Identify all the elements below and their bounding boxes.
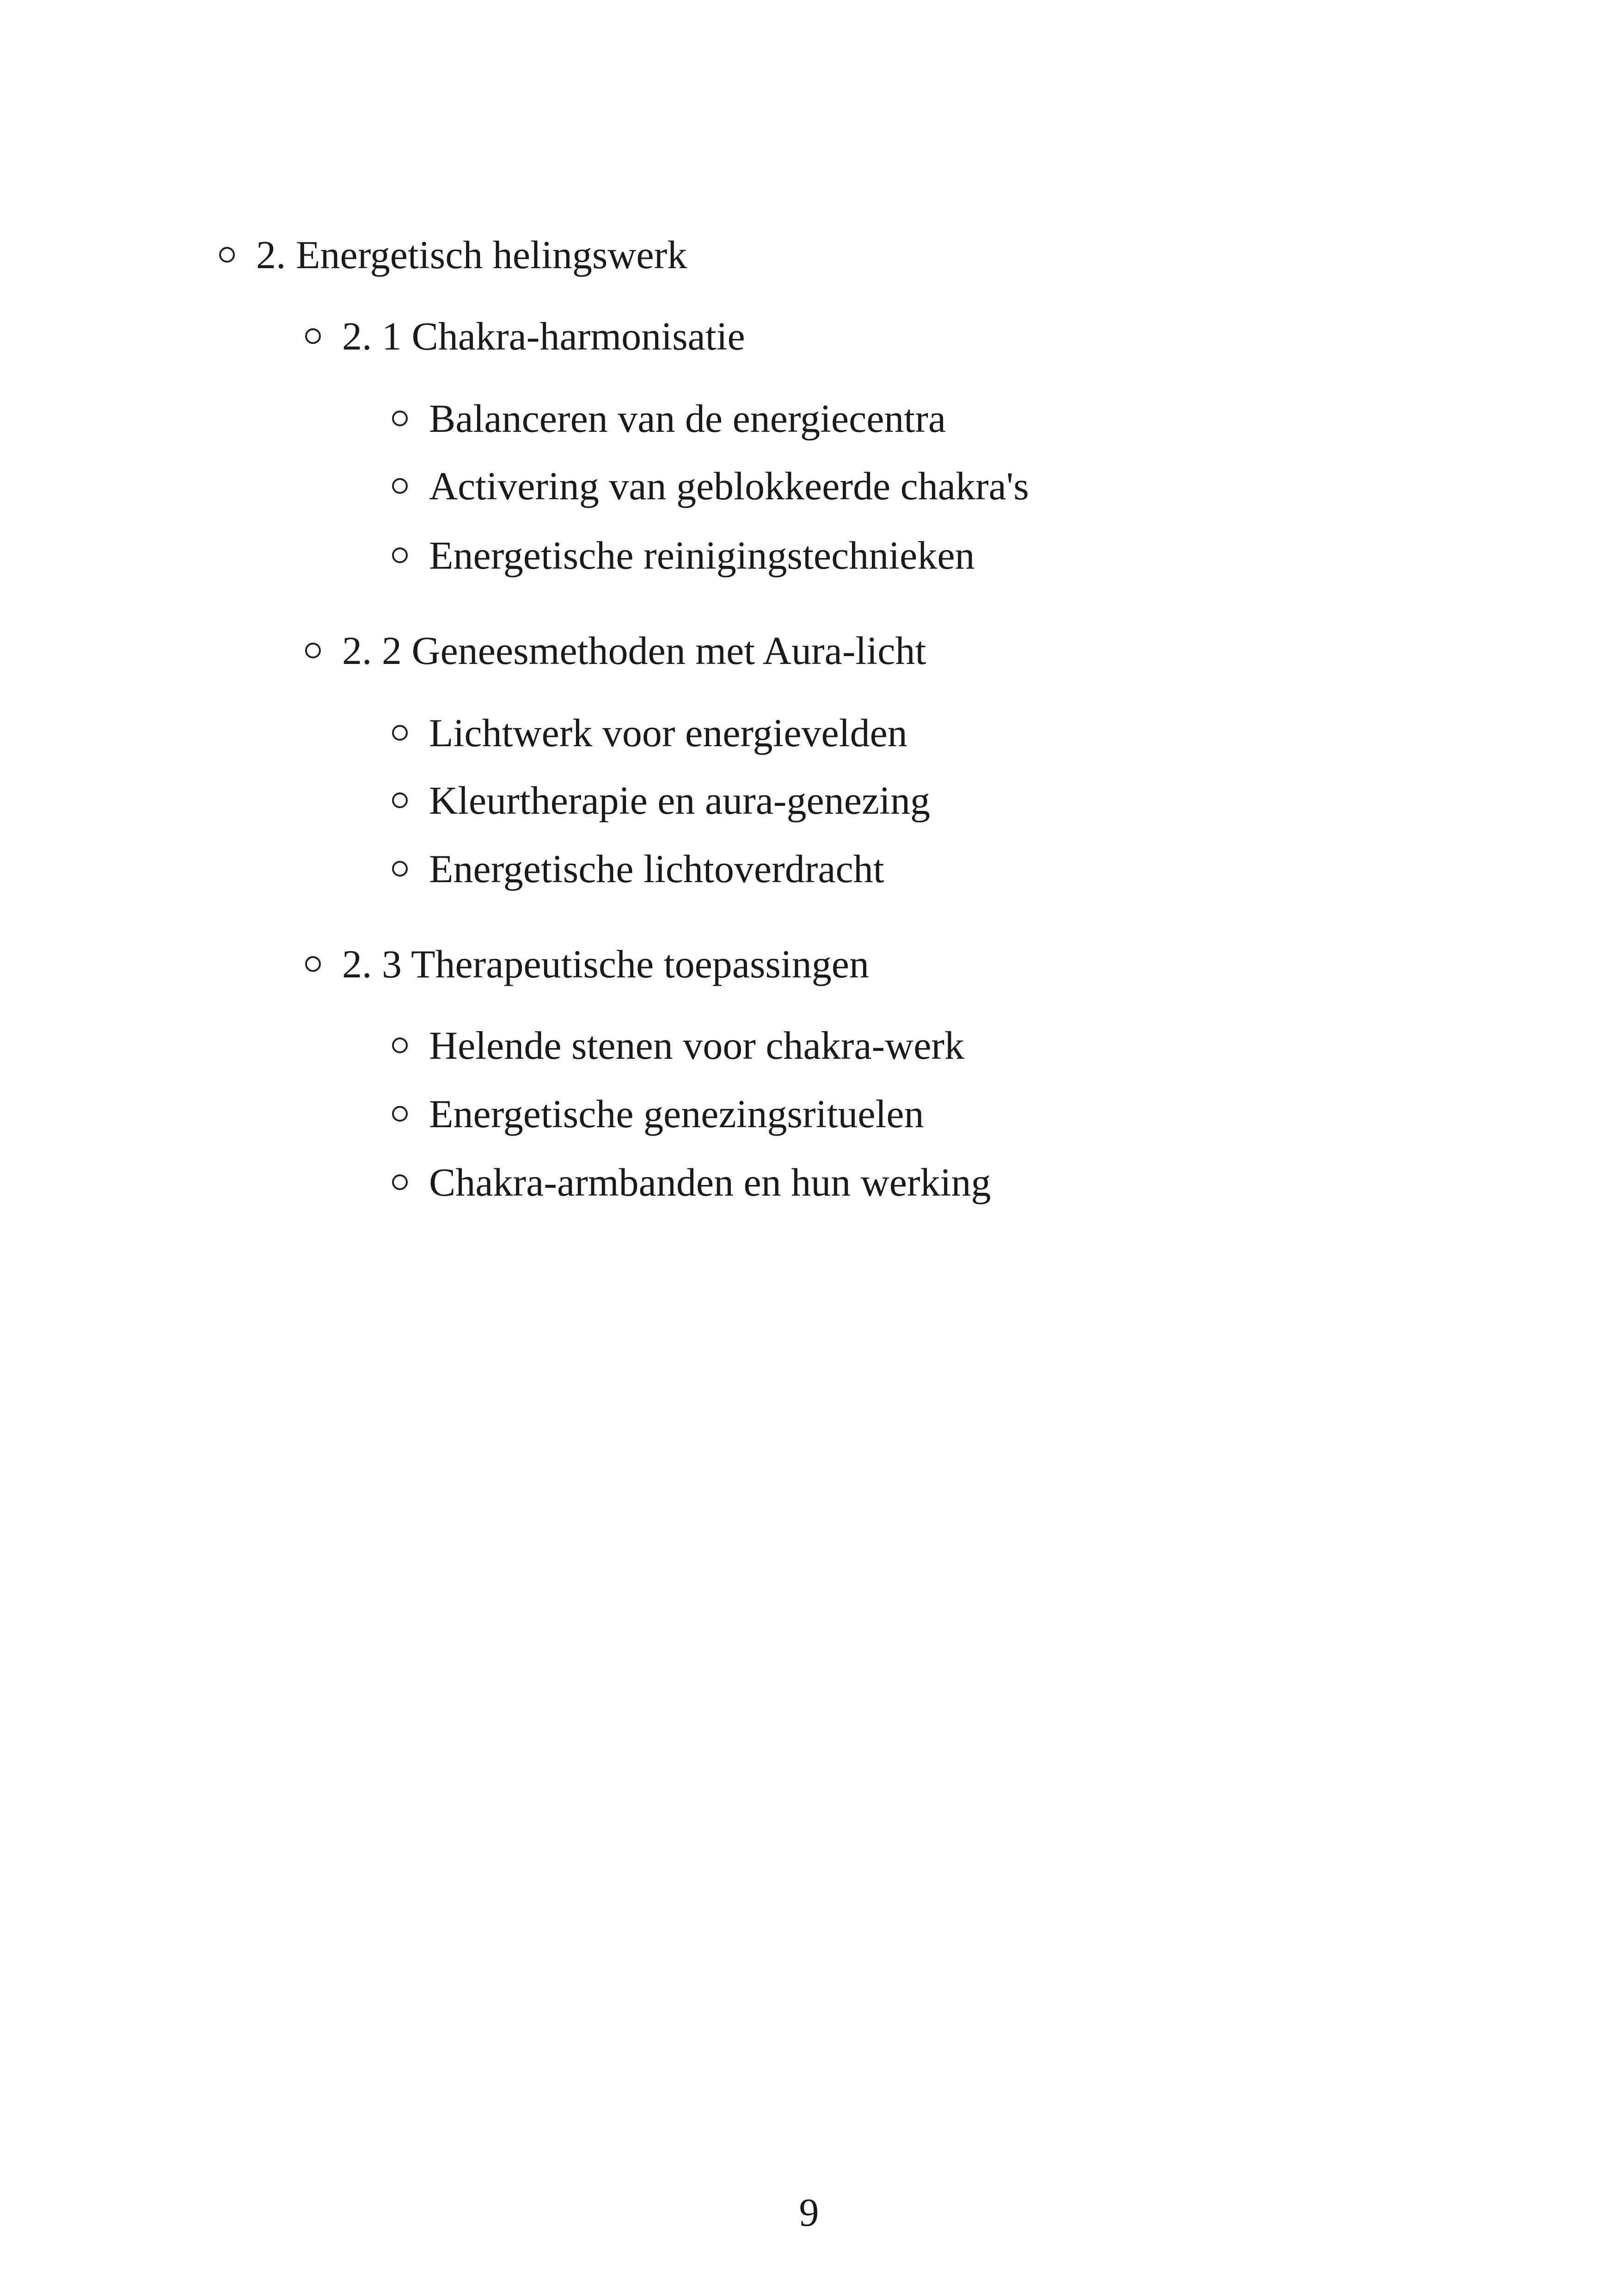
- list-item-text: Chakra-armbanden en hun werking: [429, 1160, 991, 1204]
- list-item: [392, 1023, 965, 1068]
- hollow-circle-bullet-icon: [392, 411, 408, 426]
- hollow-circle-bullet-icon: [392, 792, 408, 808]
- list-item-text: Lichtwerk voor energievelden: [429, 711, 907, 755]
- list-item-text: Balanceren van de energiecentra: [429, 396, 946, 441]
- list-item-text: Helende stenen voor chakra-werk: [429, 1023, 965, 1068]
- list-item: [392, 778, 930, 823]
- subsection-heading: [305, 316, 745, 356]
- hollow-circle-bullet-icon: [392, 861, 408, 877]
- list-item: [392, 535, 974, 575]
- list-item-text: Energetische genezingsrituelen: [429, 1092, 924, 1136]
- hollow-circle-bullet-icon: [392, 1106, 408, 1122]
- list-item-text: Activering van geblokkeerde chakra's: [429, 464, 1029, 508]
- section-title: 2. Energetisch helingswerk: [256, 233, 687, 277]
- list-item: [392, 713, 907, 753]
- subsection-heading: [305, 944, 869, 984]
- section-heading: [219, 235, 687, 275]
- hollow-circle-bullet-icon: [392, 547, 408, 563]
- hollow-circle-bullet-icon: [392, 725, 408, 741]
- hollow-circle-bullet-icon: [305, 328, 321, 344]
- list-item-text: Energetische lichtoverdracht: [429, 847, 884, 891]
- list-item: [392, 466, 1029, 506]
- hollow-circle-bullet-icon: [219, 247, 235, 263]
- subsection-title: 2. 2 Geneesmethoden met Aura-licht: [342, 628, 926, 673]
- list-item-text: Kleurtherapie en aura-genezing: [429, 778, 930, 823]
- list-item: [392, 849, 884, 889]
- subsection-heading: [305, 628, 926, 673]
- hollow-circle-bullet-icon: [392, 1037, 408, 1053]
- page-number: 9: [799, 2190, 819, 2235]
- list-item: [392, 1162, 991, 1202]
- subsection-title: 2. 3 Therapeutische toepassingen: [342, 942, 869, 986]
- hollow-circle-bullet-icon: [305, 956, 321, 972]
- list-item: [392, 396, 946, 441]
- hollow-circle-bullet-icon: [305, 643, 321, 658]
- hollow-circle-bullet-icon: [392, 478, 408, 494]
- list-item: [392, 1094, 924, 1134]
- hollow-circle-bullet-icon: [392, 1174, 408, 1190]
- subsection-title: 2. 1 Chakra-harmonisatie: [342, 314, 745, 358]
- list-item-text: Energetische reinigingstechnieken: [429, 533, 975, 577]
